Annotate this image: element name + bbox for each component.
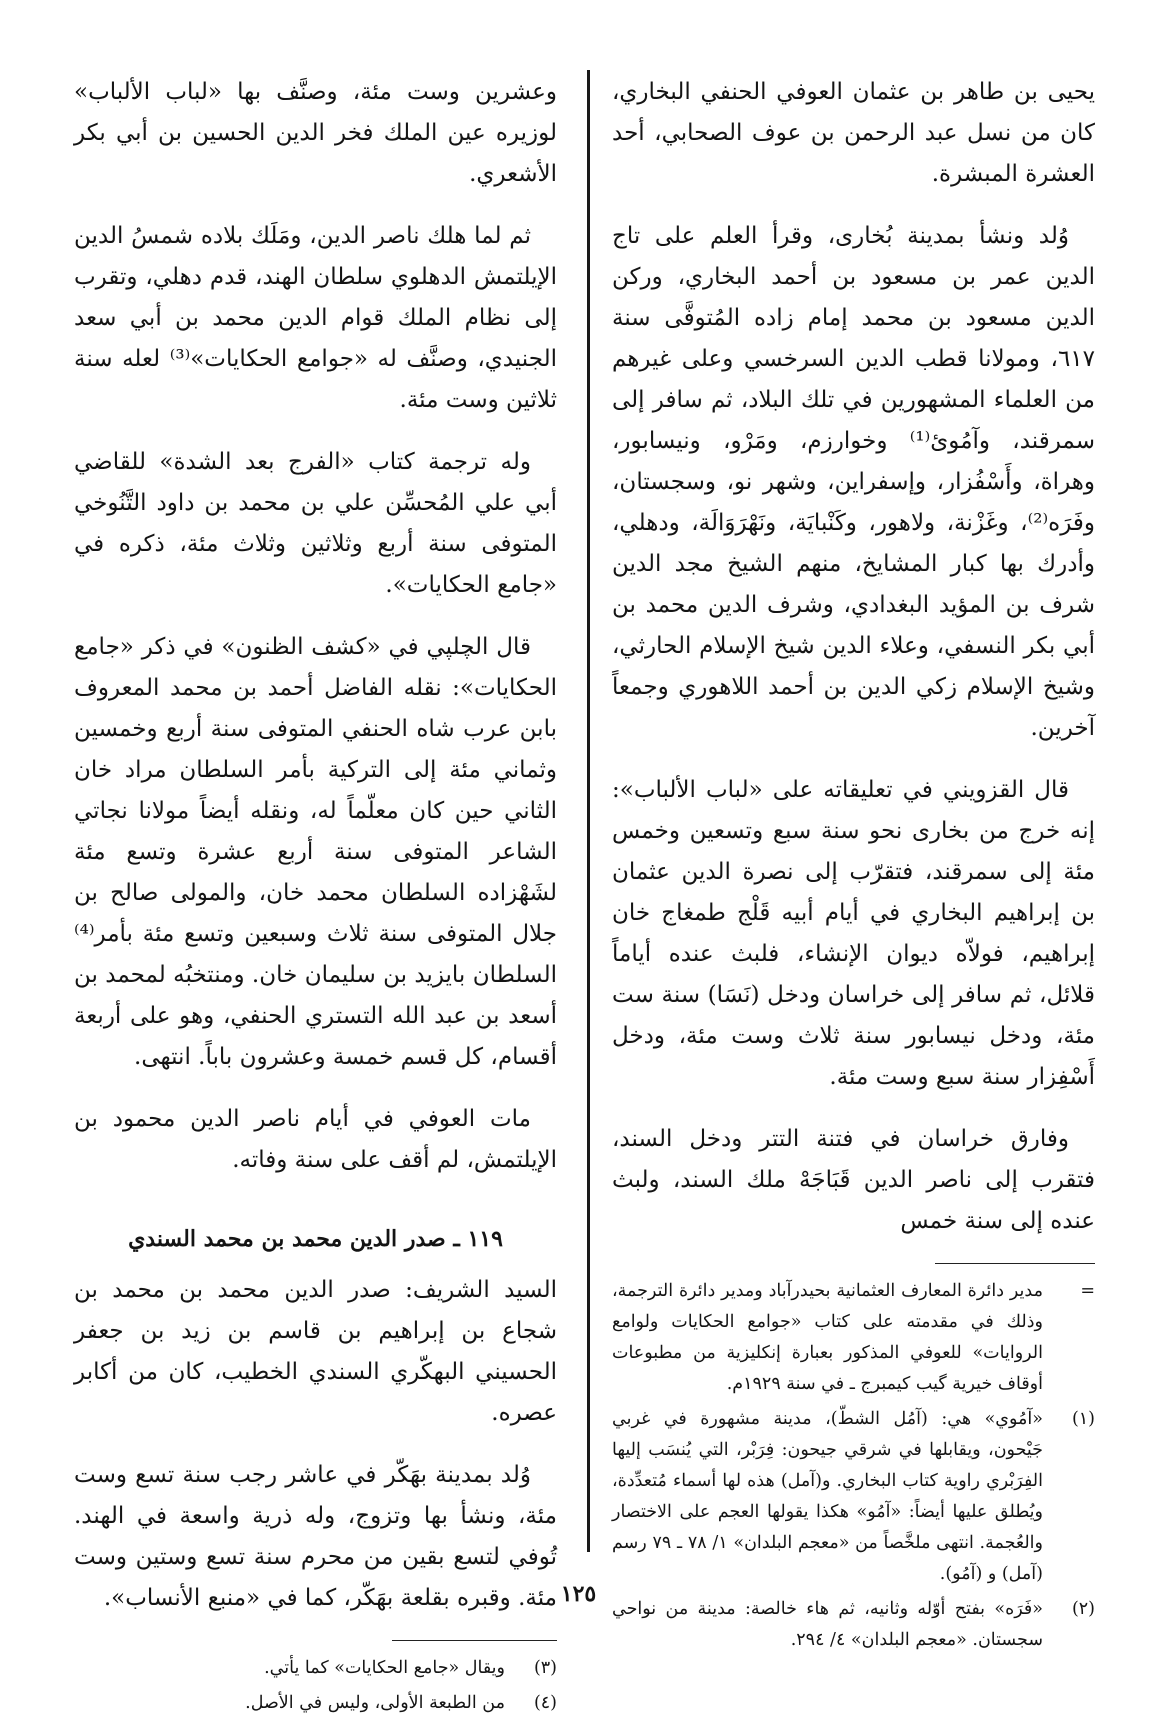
paragraph: وُلد بمدينة بهَكّر في عاشر رجب سنة تسع وست مئة، ونشأ بها وتزوج، وله ذرية واسعة في الهند. تُوفي لتسع بقين من محرم سنة تسع وستين وست مئة. وقبره بقلعة بهَكّر، كما في «منبع الأنساب». [74,1462,557,1611]
footnote-mark: = [1080,1281,1095,1301]
footnote-mark: (٤) [533,1693,557,1713]
footnote-text: «فَرَه» بفتح أوّله وثانيه، ثم هاء خالصة: مدينة من نواحي سجستان. «معجم البلدان» ٤/ ٢٩٤. [612,1599,1043,1650]
paragraph: السيد الشريف: صدر الدين محمد بن محمد بن شجاع بن إبراهيم بن قاسم بن زيد بن جعفر الحسيني البهكّري السندي الخطيب، كان من أكابر عصره. [74,1277,557,1426]
paragraph: وعشرين وست مئة، وصنَّف بها «لباب الألباب» لوزيره عين الملك فخر الدين الحسين بن أبي بكر الأشعري. [74,79,557,187]
footnote-mark: (٢) [1071,1599,1095,1619]
paragraph: قال الچلپي في «كشف الظنون» في ذكر «جامع الحكايات»: نقله الفاضل أحمد بن محمد المعروف بابن عرب شاه الحنفي المتوفى سنة أربع وخمسين وثماني مئة إلى التركية بأمر السلطان مراد خان الثاني حين كان معلّماً له، ونقله أيضاً مولانا نجاتي الشاعر المتوفى سنة أربع عشرة وتسع مئة لشَهْزاده السلطان محمد خان، والمولى صالح بن جلال المتوفى سنة ثلاث وسبعين وتسع مئة بأمر⁽⁴⁾ السلطان بايزيد بن سليمان خان. ومنتخبُه لمحمد بن أسعد بن عبد الله التستري الحنفي، وهو على أربعة أقسام، كل قسم خمسة وعشرون باباً. انتهى. [74,634,557,1070]
footnote-rule [392,1640,557,1641]
footnote-text: مدير دائرة المعارف العثمانية بحيدرآباد ومدير دائرة الترجمة، وذلك في مقدمته على كتاب «جوامع الحكايات ولوامع الروايات» للعوفي المذكور بعبارة إنكليزية من مطبوعات أوقاف خيرية گيب كيمبرج ـ في سنة ١٩٢٩م. [612,1281,1043,1394]
paragraph: وُلد ونشأ بمدينة بُخارى، وقرأ العلم على تاج الدين عمر بن مسعود بن أحمد البخاري، وركن الدين مسعود بن محمد إمام زاده المُتوفَّى سنة ٦١٧، ومولانا قطب الدين السرخسي وعلى غيرهم من العلماء المشهورين في تلك البلاد، ثم سافر إلى سمرقند، وآمُوئ⁽¹⁾ وخوارزم، ومَرْو، ونيسابور، وهراة، وأَسْفُزار، وإسفراين، وشهر نو، وسجستان، وفَرَه⁽²⁾، وغَزْنة، ولاهور، وكَنْبايَة، ونَهْرَوَالَة، ودهلي، وأدرك بها كبار المشايخ، منهم الشيخ مجد الدين شرف بن المؤيد البغدادي، وشرف الدين محمد بن أبي بكر النسفي، وعلاء الدين شيخ الإسلام الحارثي، وشيخ الإسلام زكي الدين بن أحمد اللاهوري وجمعاً آخرين. [612,223,1095,741]
footnote [74,1688,557,1719]
paragraph: وفارق خراسان في فتنة التتر ودخل السند، فتقرب إلى ناصر الدين قَبَاجَهْ ملك السند، ولبث عنده إلى سنة خمس [612,1126,1095,1234]
paragraph: يحيى بن طاهر بن عثمان العوفي الحنفي البخاري، كان من نسل عبد الرحمن بن عوف الصحابي، أحد العشرة المبشرة. [612,79,1095,187]
footnote [74,1653,557,1684]
footnote-mark: (١) [1071,1409,1095,1429]
footnote [612,1404,1095,1590]
right-column [612,72,1095,1660]
footnote-mark: (٣) [533,1658,557,1678]
paragraph: وله ترجمة كتاب «الفرج بعد الشدة» للقاضي أبي علي المُحسِّن علي بن محمد بن داود التَّنُوخي المتوفى سنة أربع وثلاثين وثلاث مئة، ذكره في «جامع الحكايات». [74,449,557,598]
footnote-text: ويقال «جامع الحكايات» كما يأتي. [264,1658,505,1678]
section-heading: ١١٩ ـ صدر الدين محمد بن محمد السندي [128,1226,503,1252]
page-number: ١٢٥ [560,1581,597,1607]
paragraph: ثم لما هلك ناصر الدين، ومَلَك بلاده شمسُ الدين الإيلتمش الدهلوي سلطان الهند، قدم دهلي، وتقرب إلى نظام الملك قوام الدين محمد بن أبي سعد الجنيدي، وصنَّف له «جوامع الحكايات»⁽³⁾ لعله سنة ثلاثين وست مئة. [74,223,557,413]
paragraph: مات العوفي في أيام ناصر الدين محمود بن الإيلتمش، لم أقف على سنة وفاته. [74,1106,557,1173]
left-column [74,72,557,1723]
footnote-text: من الطبعة الأولى، وليس في الأصل. [245,1693,505,1713]
footnote [612,1276,1095,1400]
paragraph: قال القزويني في تعليقاته على «لباب الألباب»: إنه خرج من بخارى نحو سنة سبع وتسعين وخمس مئة إلى سمرقند، فتقرّب إلى نصرة الدين عثمان بن إبراهيم البخاري في أيام أبيه قَلْج طمغاج خان إبراهيم، فولاّه ديوان الإنشاء، فلبث عنده أياماً قلائل، ثم سافر إلى خراسان ودخل (نَسَا) سنة ست مئة، ودخل نيسابور سنة ثلاث وست مئة، ودخل أَسْفِزار سنة سبع وست مئة. [612,777,1095,1090]
footnote-rule [935,1263,1095,1264]
column-divider [587,70,590,1552]
footnote-text: «آمُوي» هي: (آمُل الشطّ)، مدينة مشهورة في غربي جَيْحون، ويقابلها في شرقي جيحون: فِرَبْر، التي يُنسَب إليها الفِرَبْري راوية كتاب البخاري. و(آمل) هذه لها أسماء مُتعدِّدة، ويُطلق عليها أيضاً: «آمُو» هكذا يقولها العجم على الاختصار والعُجمة. انتهى ملخَّصاً من «معجم البلدان» ١/ ٧٨ ـ ٧٩ رسم (آمل) و (آمُو). [612,1409,1043,1584]
